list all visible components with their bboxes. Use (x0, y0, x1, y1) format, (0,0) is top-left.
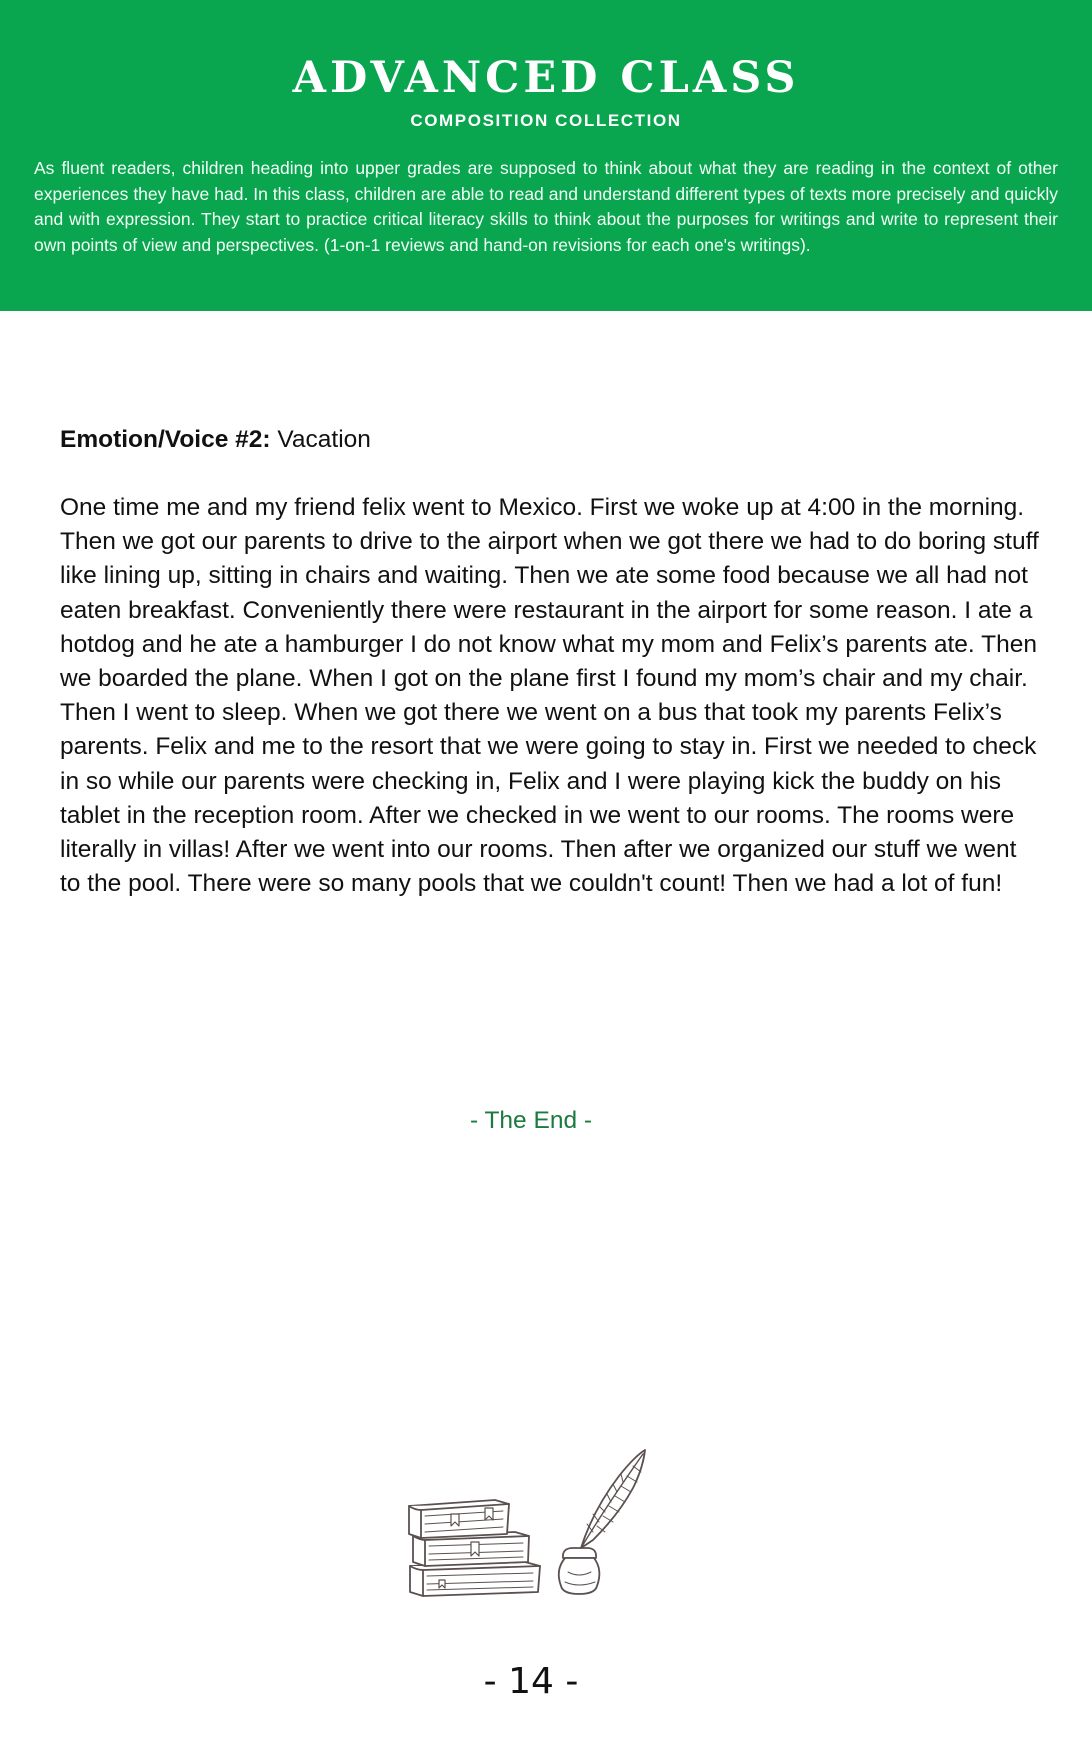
story-heading (60, 424, 1040, 456)
story-title: Vacation (277, 426, 371, 453)
the-end-text: - The End - (469, 1107, 593, 1134)
story-body: One time me and my friend felix went to Mexico. First we woke up at 4:00 in the morning. Then we got our parents to drive to the airport when we got there we had to do boring stuff like lining up, sitting in chairs and waiting. Then we ate some food because we all had not eaten breakfast. Conveniently there were restaurant in the airport for some reason. I ate a hotdog and he ate a hamburger I do not know what my mom and Felix’s parents ate. Then we boarded the plane. When I got on the plane first I found my mom’s chair and my chair. Then I went to sleep. When we got there we went on a bus that took my parents Felix’s parents. Felix and me to the resort that we were going to stay in. First we needed to check in so while our parents were checking in, Felix and I were playing kick the buddy on his tablet in the reception room. After we checked in we went to our rooms. The rooms were literally in villas! After we went into our rooms. Then after we organized our stuff we went to the pool. There were so many pools that we couldn't count! Then we had a lot of fun! (60, 494, 1039, 898)
story-label: Emotion/Voice #2: (60, 426, 271, 453)
page-number: - 14 - (483, 1661, 579, 1702)
header-banner (0, 0, 1092, 311)
page-title: ADVANCED CLASS (292, 53, 800, 103)
class-description: As fluent readers, children heading into upper grades are supposed to think about what they are reading in the context of other experiences they have had. In this class, children are able to read and understand different types of texts more precisely and quickly and with expression. They start to practice critical literacy skills to think about the purposes for writings and write to represent their own points of view and perspectives. (1-on-1 reviews and hand-on revisions for each one's writings). (34, 158, 1058, 255)
page-subtitle: COMPOSITION COLLECTION (410, 111, 682, 130)
books-and-quill-icon (405, 1448, 665, 1603)
